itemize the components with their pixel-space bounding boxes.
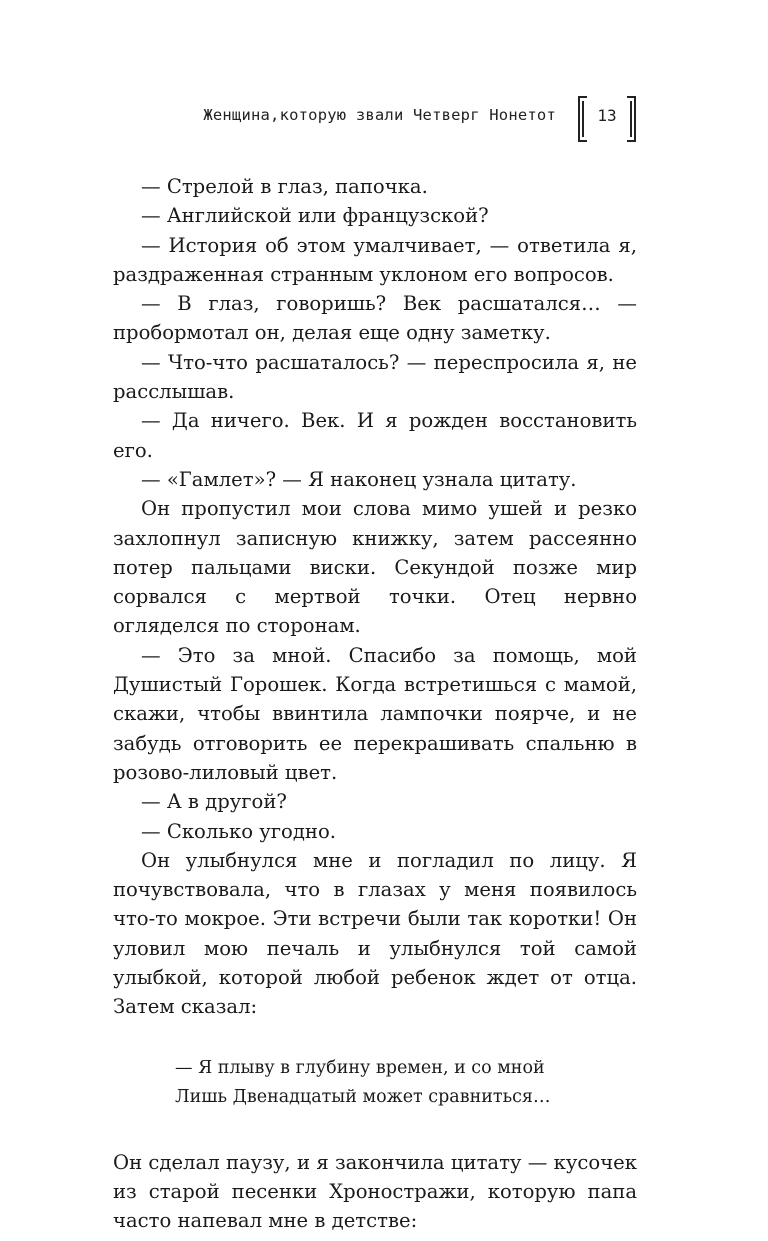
paragraph: — «Гамлет»? — Я наконец узнала цитату. (141, 467, 577, 491)
paragraph: Он сделал паузу, и я закончила цитату — кусочек из старой песенки Хроностражи, которую папа часто напевал мне в детстве: (113, 1150, 637, 1233)
verse-line: — Я плыву в глубину времен, и со мной (175, 1057, 545, 1078)
paragraph: — Это за мной. Спасибо за помощь, мой Душистый Горошек. Когда встретишься с мамой, скажи, чтобы ввинтила лампочки поярче, и не забудь отговорить ее перекрашивать спальню в розово-лиловый цвет. (113, 643, 637, 784)
page-number: 13 (597, 106, 617, 125)
paragraph: — В глаз, говоришь? Век расшатался… — пробормотал он, делая еще одну заметку. (113, 292, 637, 345)
paragraph: Он пропустил мои слова мимо ушей и резко захлопнул записную книжку, затем рассеянно потер пальцами виски. Секундой позже мир сорвался с мертвой точки. Отец нервно огляделся по сторонам. (113, 497, 637, 638)
paragraph: Он улыбнулся мне и погладил по лицу. Я почувствовала, что в глазах у меня появилось что-то мокрое. Эти встречи были так коротки! Он уловил мою печаль и улыбнулся той самой улыбкой, которой любой ребенок ждет от отца. Затем сказал: (113, 848, 637, 1019)
page-header (0, 96, 768, 146)
paragraph: — Что-что расшаталось? — переспросила я, не расслышав. (113, 350, 637, 404)
body-text (113, 172, 637, 1236)
paragraph: — Да ничего. Век. И я рожден восстановить его. (113, 409, 637, 462)
left-bracket-icon (578, 96, 587, 142)
running-title: Женщина,которую звали Четверг Нонетот (203, 106, 556, 124)
paragraph: — История об этом умалчивает, — ответила я, раздраженная странным уклоном его вопросов. (113, 233, 637, 286)
paragraph: — Сколько угодно. (141, 819, 336, 843)
verse-quote (175, 1054, 637, 1112)
page-number-box (578, 96, 636, 144)
verse-line: Лишь Двенадцатый может сравниться… (175, 1086, 551, 1107)
paragraph: — Английской или французской? (141, 204, 489, 228)
paragraph: — А в другой? (141, 790, 287, 814)
paragraph: — Стрелой в глаз, папочка. (141, 175, 428, 198)
right-bracket-icon (627, 96, 636, 142)
